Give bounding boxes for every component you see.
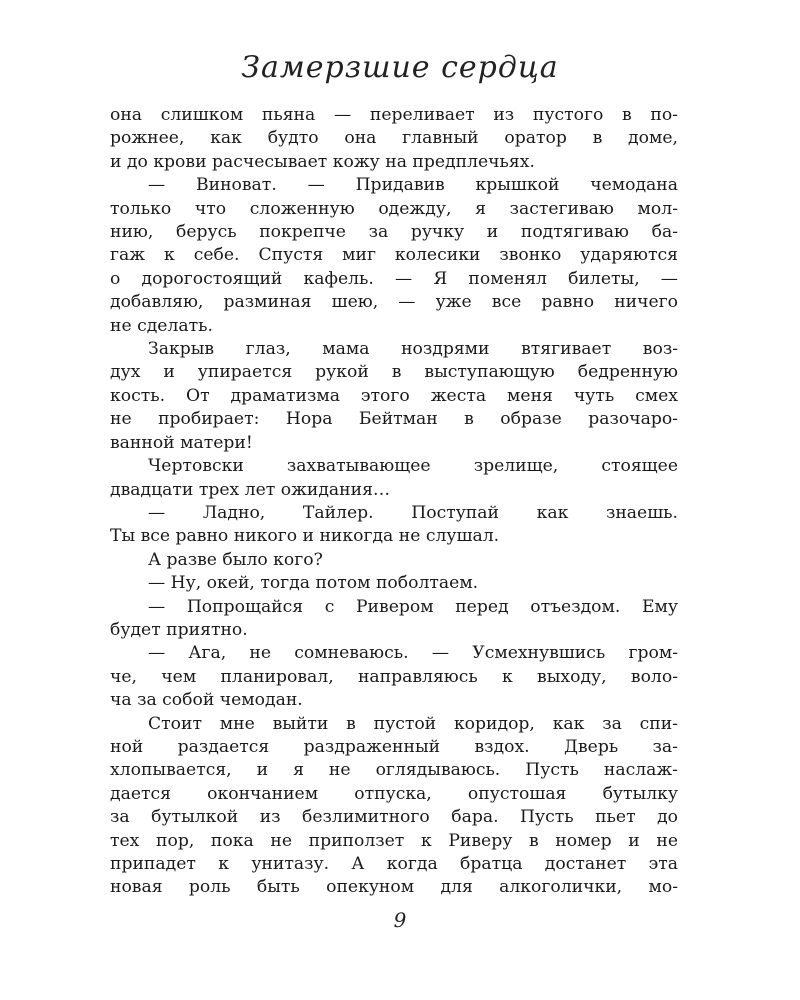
running-title: Замерзшие сердца xyxy=(241,50,559,85)
text-line: только что сложенную одежду, я застегиваю мол- xyxy=(110,198,678,219)
paragraph xyxy=(110,104,678,174)
text-line: не сделать. xyxy=(110,315,213,336)
text-line: припадет к унитазу. А когда братца достанет эта xyxy=(110,854,678,874)
paragraph xyxy=(110,549,678,572)
text-line: — Попрощайся с Ривером перед отъездом. Ему xyxy=(148,596,678,617)
text-line: гаж к себе. Спустя миг колесики звонко ударяются xyxy=(110,245,678,266)
text-line: о дорогостоящий кафель. — Я поменял билеты, — xyxy=(110,268,678,289)
text-line: хлопывается, и я не оглядываюсь. Пусть наслаж- xyxy=(110,760,678,781)
page-number: 9 xyxy=(393,908,407,932)
paragraph xyxy=(110,596,678,643)
text-line: ванной матери! xyxy=(110,432,253,453)
paragraph xyxy=(110,338,678,455)
paragraph xyxy=(110,455,678,502)
text-line: А разве было кого? xyxy=(148,549,323,570)
text-line: че, чем планировал, направляюсь к выходу, воло- xyxy=(110,666,678,687)
paragraph xyxy=(110,502,678,549)
paragraph xyxy=(110,572,678,595)
text-line: тех пор, пока не приползет к Риверу в номер и не xyxy=(110,830,678,851)
text-line: дается окончанием отпуска, опустошая бутылку xyxy=(110,783,678,804)
text-line: Ты все равно никого и никогда не слушал. xyxy=(110,526,500,547)
paragraph xyxy=(110,174,678,338)
text-line: — Ладно, Тайлер. Поступай как знаешь. xyxy=(148,502,678,523)
text-line: нию, берусь покрепче за ручку и подтягиваю ба- xyxy=(110,222,678,243)
text-line: и до крови расчесывает кожу на предплечьях. xyxy=(110,151,535,172)
text-line: дух и упирается рукой в выступающую бедренную xyxy=(110,362,678,383)
body-text xyxy=(110,104,678,900)
text-line: двадцати трех лет ожидания… xyxy=(110,479,391,500)
paragraph xyxy=(110,713,678,900)
text-line: кость. От драматизма этого жеста меня чуть смех xyxy=(110,385,678,406)
text-line: Чертовски захватывающее зрелище, стоящее xyxy=(148,456,678,477)
text-line: — Ну, окей, тогда потом поболтаем. xyxy=(148,573,479,594)
text-line: — Виноват. — Придавив крышкой чемодана xyxy=(148,175,678,196)
text-line: Закрыв глаз, мама ноздрями втягивает воз- xyxy=(148,339,678,360)
text-line: за бутылкой из безлимитного бара. Пусть пьет до xyxy=(110,807,678,828)
text-line: не пробирает: Нора Бейтман в образе разочаро- xyxy=(110,409,678,430)
text-line: ной раздается раздраженный вздох. Дверь за- xyxy=(110,736,678,757)
text-line: она слишком пьяна — переливает из пустого в по- xyxy=(110,105,678,125)
text-line: — Ага, не сомневаюсь. — Усмехнувшись гром- xyxy=(148,643,678,664)
text-line: новая роль быть опекуном для алкоголички, мо- xyxy=(110,877,678,898)
text-line: рожнее, как будто она главный оратор в доме, xyxy=(110,128,678,149)
text-line: будет приятно. xyxy=(110,619,248,640)
text-line: добавляю, разминая шею, — уже все равно ничего xyxy=(110,292,678,313)
text-line: ча за собой чемодан. xyxy=(110,690,303,711)
paragraph xyxy=(110,642,678,712)
text-line: Стоит мне выйти в пустой коридор, как за спи- xyxy=(148,713,678,734)
